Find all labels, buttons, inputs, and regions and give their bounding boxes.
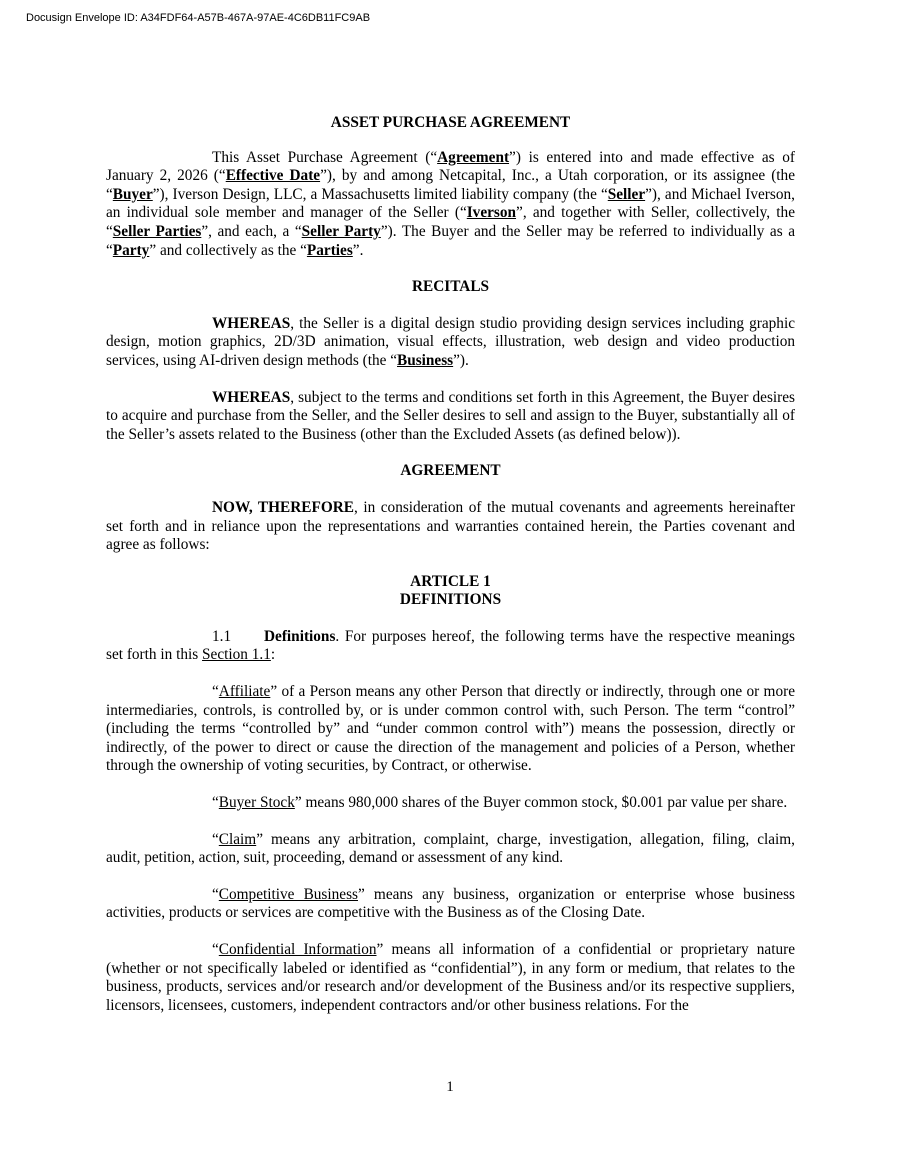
defined-term-business: Business bbox=[397, 351, 454, 369]
defined-term-party: Party bbox=[112, 241, 150, 259]
agreement-heading: AGREEMENT bbox=[400, 462, 501, 480]
recital-1: WHEREAS, the Seller is a digital design studio providing design services including graphic design, motion graphics, 2D/3D animation, visual effects, illustration, web design and video production services, using AI-driven design methods (the “Business”). bbox=[106, 314, 795, 369]
definition-term: Competitive Business bbox=[218, 885, 358, 903]
definition-confidential-information: “Confidential Information” means all information of a confidential or proprietary nature (whether or not specifically labeled or identified as “confidential”), in any form or medium, that relates to the business, products, services and/or research and/or development of the Business and/or its respective suppliers, licensors, licensees, customers, independent contractors and/or other business relations. For the bbox=[106, 941, 795, 1014]
definition-term: Confidential Information bbox=[218, 941, 377, 958]
defined-term-agreement: Agreement bbox=[437, 148, 510, 166]
section-title: Definitions bbox=[264, 627, 336, 645]
section-number: 1.1 bbox=[212, 627, 232, 645]
definition-buyer-stock: “Buyer Stock” means 980,000 shares of the Buyer common stock, $0.001 par value per share. bbox=[212, 794, 788, 812]
envelope-id: Docusign Envelope ID: A34FDF64-A57B-467A-97AE-4C6DB11FC9AB bbox=[26, 12, 371, 24]
definition-term: Affiliate bbox=[218, 683, 271, 701]
defined-term-seller-parties: Seller Parties bbox=[112, 222, 202, 240]
document-page bbox=[106, 114, 795, 1033]
definition-affiliate: “Affiliate” of a Person means any other Person that directly or indirectly, through one or more intermediaries, controls, is controlled by, or is under common control with, such Person. The term “control” (including the terms “controlled by” and “under common control with”) means the possession, directly or indirectly, of the power to direct or cause the direction of the management and policies of a Person, whether through the ownership of voting securities, by Contract, or otherwise. bbox=[106, 683, 795, 775]
section-reference-link: Section 1.1 bbox=[202, 646, 271, 664]
agreement-paragraph: NOW, THEREFORE, in consideration of the mutual covenants and agreements hereinafter set forth and in reliance upon the representations and warranties contained herein, the Parties covenant and agree as follows: bbox=[106, 498, 795, 554]
defined-term-buyer: Buyer bbox=[112, 185, 153, 203]
document-title: ASSET PURCHASE AGREEMENT bbox=[330, 114, 571, 131]
recitals-heading: RECITALS bbox=[411, 278, 490, 296]
definition-term: Buyer Stock bbox=[218, 794, 295, 812]
defined-term-seller: Seller bbox=[607, 185, 646, 203]
definition-claim: “Claim” means any arbitration, complaint, charge, investigation, allegation, filing, claim, audit, petition, action, suit, proceeding, demand or assessment of any kind. bbox=[106, 830, 795, 867]
defined-term-iverson: Iverson bbox=[466, 204, 517, 222]
definition-competitive-business: “Competitive Business” means any business, organization or enterprise whose business activities, products or services are competitive with the Business as of the Closing Date. bbox=[106, 885, 795, 922]
article-heading: ARTICLE 1 DEFINITIONS bbox=[399, 572, 502, 609]
intro-paragraph: This Asset Purchase Agreement (“Agreement”) is entered into and made effective as of January 2, 2026 (“Effective Date”), by and among Netcapital, Inc., a Utah corporation, or its assignee (the “Buyer”), Iverson Design, LLC, a Massachusetts limited liability company (the “Seller”), and Michael Iverson, an individual sole member and manager of the Seller (“Iverson”, and together with Seller, collectively, the “Seller Parties”, and each, a “Seller Party”). The Buyer and the Seller may be referred to individually as a “Party” and collectively as the “Parties”. bbox=[106, 148, 796, 259]
defined-term-seller-party: Seller Party bbox=[301, 222, 381, 240]
section-1-1: 1.1 Definitions. For purposes hereof, the following terms have the respective meanings set forth in this Section 1.1: bbox=[106, 627, 795, 664]
recital-2: WHEREAS, subject to the terms and conditions set forth in this Agreement, the Buyer desires to acquire and purchase from the Seller, and the Seller desires to sell and assign to the Buyer, substantially all of the Seller’s assets related to the Business (other than the Excluded Assets (as defined below)). bbox=[106, 388, 795, 443]
definition-term: Claim bbox=[218, 830, 257, 848]
defined-term-parties: Parties bbox=[306, 241, 353, 259]
page-number: 1 bbox=[446, 1079, 454, 1095]
defined-term-effective-date: Effective Date bbox=[225, 167, 321, 185]
